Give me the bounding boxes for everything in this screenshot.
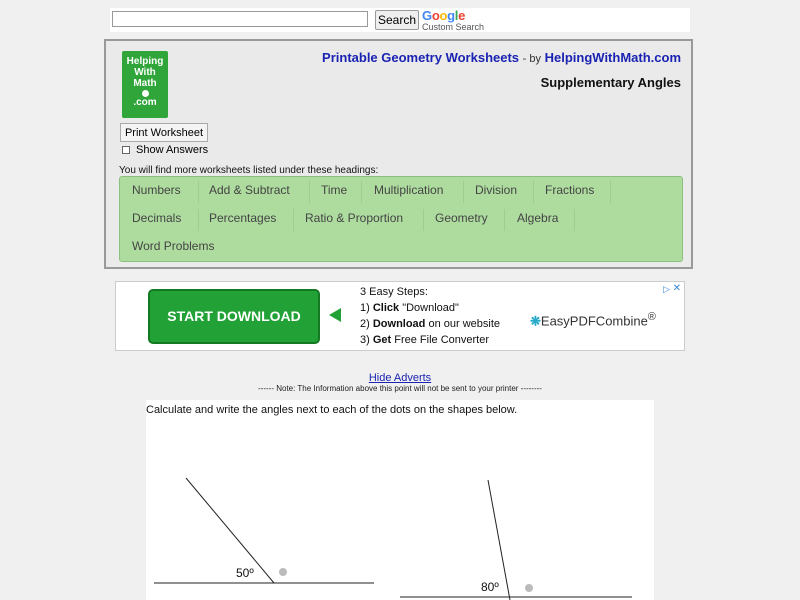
shape2-answer-dot[interactable] bbox=[525, 584, 533, 592]
logo-line: .com bbox=[133, 97, 157, 108]
logo-line: Math bbox=[133, 78, 157, 89]
geometry-worksheets-link[interactable]: Printable Geometry Worksheets bbox=[322, 50, 520, 65]
ad-step-2: 2) Download on our website bbox=[360, 318, 501, 330]
logo-line: Helping bbox=[126, 56, 164, 67]
print-worksheet-button[interactable]: Print Worksheet bbox=[120, 123, 208, 142]
ad-arrow-icon bbox=[329, 308, 341, 322]
page-title: Supplementary Angles bbox=[540, 75, 681, 90]
ad-steps-title: 3 Easy Steps: bbox=[360, 286, 428, 298]
menu-item-percentages[interactable]: Percentages bbox=[209, 211, 277, 225]
ad-step-3: 3) Get Free File Converter bbox=[360, 334, 489, 346]
menu-item-ratio-proportion[interactable]: Ratio & Proportion bbox=[305, 211, 404, 225]
show-answers-label: Show Answers bbox=[136, 144, 209, 156]
menu-item-multiplication[interactable]: Multiplication bbox=[374, 183, 444, 197]
shape1-angle-label: 50º bbox=[236, 566, 254, 580]
logo-dot-icon bbox=[142, 90, 149, 97]
angle-shapes bbox=[146, 400, 654, 600]
hide-adverts-link[interactable]: Hide Adverts bbox=[368, 372, 432, 384]
menu-item-division[interactable]: Division bbox=[475, 183, 518, 197]
advertisement[interactable] bbox=[115, 281, 685, 351]
menu-item-word-problems[interactable]: Word Problems bbox=[132, 239, 215, 253]
ad-brand: ❋EasyPDFCombine® bbox=[530, 311, 656, 329]
logo-line: With bbox=[134, 67, 156, 78]
menu-item-add-subtract[interactable]: Add & Subtract bbox=[209, 183, 290, 197]
worksheet-instruction: Calculate and write the angles next to each of the dots on the shapes below. bbox=[146, 404, 518, 416]
ad-info-icon[interactable]: ▷ bbox=[663, 284, 670, 294]
ad-start-download-button[interactable]: START DOWNLOAD bbox=[148, 289, 320, 344]
site-logo[interactable] bbox=[122, 51, 168, 118]
shape1-ray bbox=[186, 478, 274, 583]
ad-close-icon[interactable]: ✕ bbox=[672, 283, 681, 294]
google-brand-text: Google bbox=[422, 8, 466, 23]
menu-item-numbers[interactable]: Numbers bbox=[132, 183, 181, 197]
by-text: - by bbox=[522, 53, 541, 65]
menu-item-geometry[interactable]: Geometry bbox=[435, 211, 488, 225]
site-title bbox=[322, 50, 681, 65]
ad-brand-logo-icon: ❋ bbox=[530, 313, 541, 329]
site-name-link[interactable]: HelpingWithMath.com bbox=[544, 50, 681, 65]
show-answers-checkbox[interactable] bbox=[122, 146, 130, 154]
search-button[interactable]: Search bbox=[375, 10, 419, 30]
menu-item-algebra[interactable]: Algebra bbox=[517, 211, 559, 225]
shape1-answer-dot[interactable] bbox=[279, 568, 287, 576]
show-answers-toggle[interactable] bbox=[122, 144, 208, 156]
menu-item-fractions[interactable]: Fractions bbox=[545, 183, 595, 197]
header-panel bbox=[104, 39, 693, 269]
shape2-angle-label: 80º bbox=[481, 580, 499, 594]
google-logo bbox=[422, 8, 465, 23]
menu-item-time[interactable]: Time bbox=[321, 183, 348, 197]
search-input[interactable] bbox=[112, 11, 368, 27]
category-menu bbox=[119, 176, 683, 262]
google-custom-search-label: Custom Search bbox=[422, 22, 485, 32]
ad-steps bbox=[360, 284, 500, 348]
worksheet bbox=[146, 400, 654, 600]
menu-item-decimals[interactable]: Decimals bbox=[132, 211, 182, 225]
headings-intro: You will find more worksheets listed under these headings: bbox=[119, 165, 379, 176]
printer-note: ------ Note: The Information above this point will not be sent to your printer -------- bbox=[258, 384, 542, 393]
ad-step-1: 1) Click "Download" bbox=[360, 302, 459, 314]
search-bar bbox=[110, 8, 690, 32]
